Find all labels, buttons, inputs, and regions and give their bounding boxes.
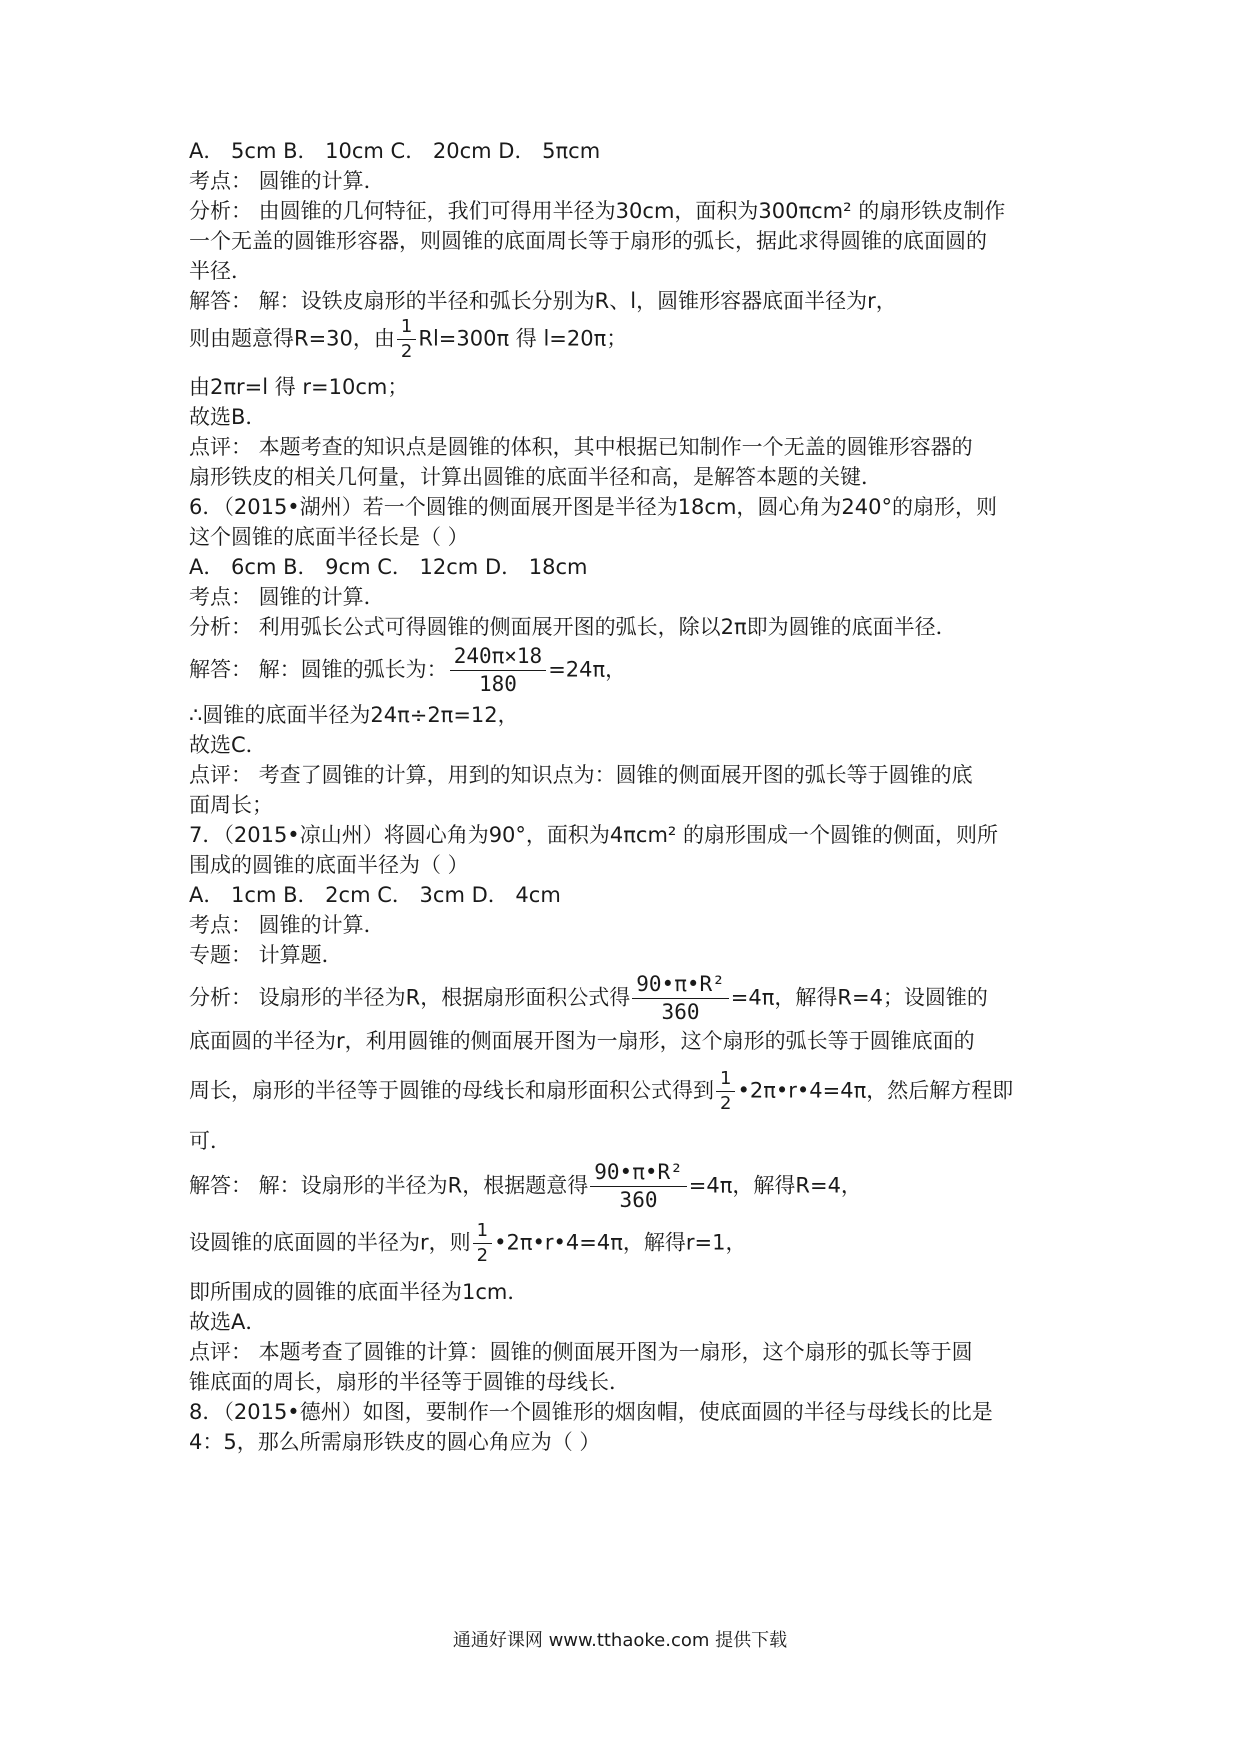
page-footer: 通通好课网 www.tthaoke.com 提供下载 — [452, 1630, 788, 1651]
answer-options: A． 6cm B． 9cm C． 12cm D． 18cm — [189, 555, 588, 579]
comment-line: 点评： 本题考查了圆锥的计算：圆锥的侧面展开图为一扇形，这个扇形的弧长等于圆 — [189, 1340, 973, 1364]
fraction: $\frac{1}{2}$ — [473, 1222, 492, 1265]
choice-line: 故选A． — [189, 1310, 267, 1334]
analysis-formula-line: 周长，扇形的半径等于圆锥的母线长和扇形面积公式得到 $\frac{1}{2}$ •2π•r•4=4π，然后解方程即 — [189, 1068, 1014, 1114]
comment-line: 点评： 本题考查的知识点是圆锥的体积，其中根据已知制作一个无盖的圆锥形容器的 — [189, 435, 973, 459]
question-8: 4：5，那么所需扇形铁皮的圆心角应为（ ） — [189, 1430, 601, 1454]
analysis-line: 分析： 利用弧长公式可得圆锥的侧面展开图的弧长，除以2π即为圆锥的底面半径． — [189, 615, 957, 639]
analysis-line: 底面圆的半径为r，利用圆锥的侧面展开图为一扇形，这个扇形的弧长等于圆锥底面的 — [189, 1029, 975, 1053]
fraction: $\frac{1}{2}$ — [716, 1070, 735, 1113]
solution-line: 解答： 解：设铁皮扇形的半径和弧长分别为R、l，圆锥形容器底面半径为r， — [189, 289, 897, 313]
comment-line: 扇形铁皮的相关几何量，计算出圆锥的底面半径和高，是解答本题的关键． — [189, 465, 882, 489]
question-6: 这个圆锥的底面半径长是（ ） — [189, 525, 469, 549]
analysis-line: 半径． — [189, 259, 252, 283]
analysis-formula-line: 分析： 设扇形的半径为R，根据扇形面积公式得 $\frac{\text{90•π•R²}}{360}$ =4π，解得R=4；设圆锥的 — [189, 972, 988, 1024]
answer-options: A． 5cm B． 10cm C． 20cm D． 5πcm — [189, 139, 601, 163]
knowledge-point: 考点： 圆锥的计算． — [189, 169, 385, 193]
fraction: $\frac{\text{90•π•R²}}{360}$ — [590, 1162, 687, 1211]
solution-formula-line: 解答： 解：圆锥的弧长为： $\frac{240\pi\times 18}{180}$ =24π， — [189, 644, 627, 696]
comment-line: 点评： 考查了圆锥的计算，用到的知识点为：圆锥的侧面展开图的弧长等于圆锥的底 — [189, 763, 973, 787]
solution-formula-line: 解答： 解：设扇形的半径为R，根据题意得 $\frac{\text{90•π•R²}}{360}$ =4π，解得R=4， — [189, 1160, 862, 1212]
choice-line: 故选C． — [189, 733, 267, 757]
analysis-line: 分析： 由圆锥的几何特征，我们可得用半径为30cm，面积为300πcm² 的扇形铁皮制作 — [189, 199, 1006, 223]
knowledge-point: 考点： 圆锥的计算． — [189, 585, 385, 609]
question-7: 7．（2015•凉山州）将圆心角为90°，面积为4πcm² 的扇形围成一个圆锥的侧面，则所 — [189, 823, 999, 847]
question-7: 围成的圆锥的底面半径为（ ） — [189, 853, 469, 877]
solution-line: 即所围成的圆锥的底面半径为1cm． — [189, 1280, 529, 1304]
question-6: 6．（2015•湖州）若一个圆锥的侧面展开图是半径为18cm，圆心角为240°的扇形，则 — [189, 495, 997, 519]
comment-line: 面周长； — [189, 793, 273, 817]
comment-line: 锥底面的周长，扇形的半径等于圆锥的母线长． — [189, 1370, 630, 1394]
fraction: $\frac{240\pi\times 18}{180}$ — [450, 646, 547, 695]
solution-formula-line: 则由题意得R=30，由 $\frac{1}{2}$ Rl=300π 得 l=20π； — [189, 316, 628, 362]
analysis-line: 一个无盖的圆锥形容器，则圆锥的底面周长等于扇形的弧长，据此求得圆锥的底面圆的 — [189, 229, 987, 253]
solution-formula-line: 设圆锥的底面圆的半径为r，则 $\frac{1}{2}$ •2π•r•4=4π，解得r=1， — [189, 1220, 747, 1266]
analysis-line: 可． — [189, 1129, 231, 1153]
fraction: $\frac{1}{2}$ — [397, 318, 416, 361]
fraction: $\frac{\text{90•π•R²}}{360}$ — [632, 974, 729, 1023]
topic-line: 专题： 计算题． — [189, 943, 343, 967]
solution-line: 由2πr=l 得 r=10cm； — [189, 375, 409, 399]
knowledge-point: 考点： 圆锥的计算． — [189, 913, 385, 937]
solution-line: ∴圆锥的底面半径为24π÷2π=12， — [189, 703, 519, 727]
question-8: 8．（2015•德州）如图，要制作一个圆锥形的烟囱帽，使底面圆的半径与母线长的比是 — [189, 1400, 993, 1424]
answer-options: A． 1cm B． 2cm C． 3cm D． 4cm — [189, 883, 561, 907]
choice-line: 故选B． — [189, 405, 267, 429]
